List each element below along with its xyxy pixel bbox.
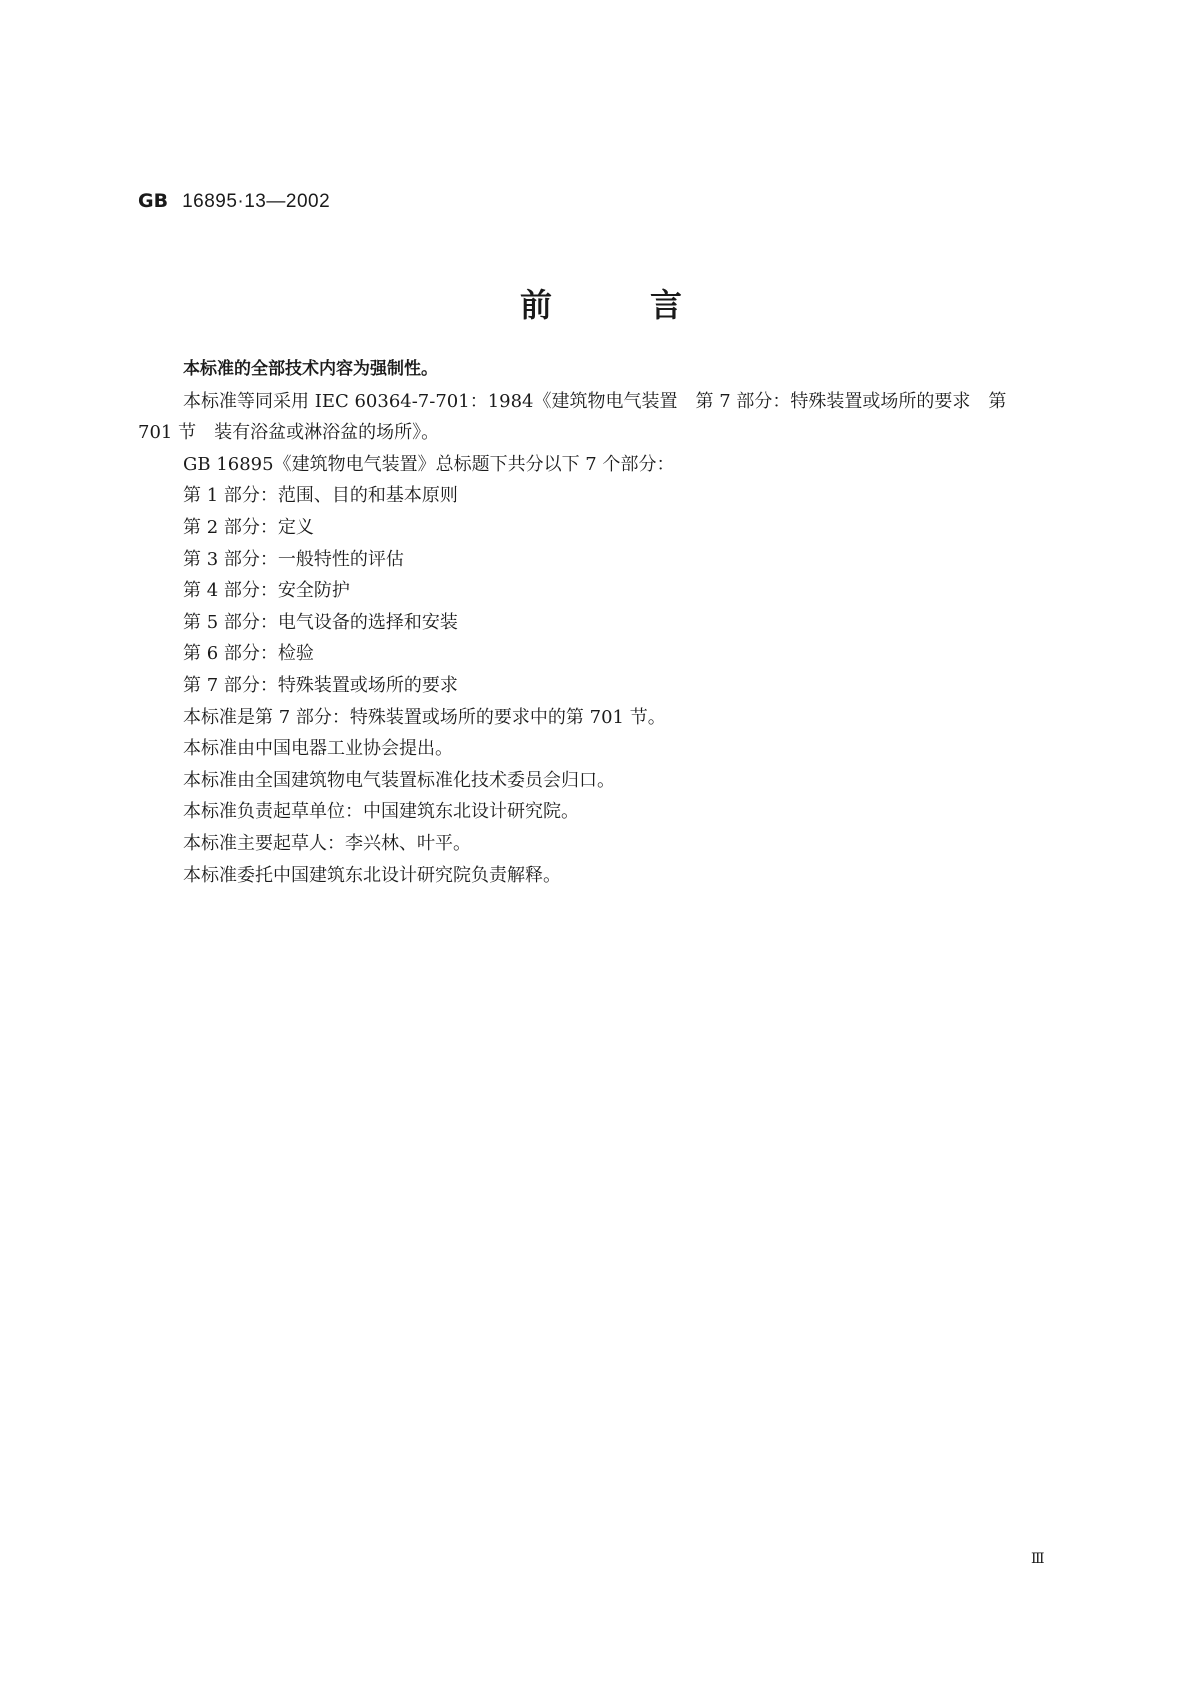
paragraph-adoption-continued: 701 节 装有浴盆或淋浴盆的场所》。 — [138, 422, 440, 444]
paragraph-adoption: 本标准等同采用 IEC 60364-7-701：1984《建筑物电气装置 第 7 部分：特殊装置或场所的要求 第 — [183, 390, 1007, 412]
list-item-part-7: 第 7 部分：特殊装置或场所的要求 — [183, 674, 458, 696]
list-item-part-4: 第 4 部分：安全防护 — [183, 580, 350, 602]
paragraph-interpretation: 本标准委托中国建筑东北设计研究院负责解释。 — [183, 864, 561, 886]
paragraph-mandatory-statement: 本标准的全部技术内容为强制性。 — [183, 359, 438, 379]
section-title — [520, 280, 682, 326]
list-item-part-6: 第 6 部分：检验 — [183, 643, 314, 665]
page-number: Ⅲ — [1031, 1551, 1045, 1567]
paragraph-section-scope: 本标准是第 7 部分：特殊装置或场所的要求中的第 701 节。 — [183, 706, 666, 728]
title-char-2: 言 — [650, 286, 683, 324]
title-char-1: 前 — [520, 286, 553, 324]
list-item-part-5: 第 5 部分：电气设备的选择和安装 — [183, 611, 458, 633]
paragraph-proposed-by: 本标准由中国电器工业协会提出。 — [183, 738, 453, 760]
standard-number-header — [138, 190, 330, 213]
list-item-part-1: 第 1 部分：范围、目的和基本原则 — [183, 485, 458, 507]
paragraph-parts-intro: GB 16895《建筑物电气装置》总标题下共分以下 7 个部分： — [183, 453, 675, 475]
preface-body — [138, 354, 1063, 891]
paragraph-drafting-unit: 本标准负责起草单位：中国建筑东北设计研究院。 — [183, 801, 579, 823]
paragraph-centralized-by: 本标准由全国建筑物电气装置标准化技术委员会归口。 — [183, 769, 615, 791]
standard-prefix: GB — [138, 190, 169, 212]
list-item-part-3: 第 3 部分：一般特性的评估 — [183, 548, 404, 570]
list-item-part-2: 第 2 部分：定义 — [183, 516, 314, 538]
paragraph-drafters: 本标准主要起草人：李兴林、叶平。 — [183, 832, 471, 854]
standard-number: 16895·13—2002 — [182, 191, 331, 212]
